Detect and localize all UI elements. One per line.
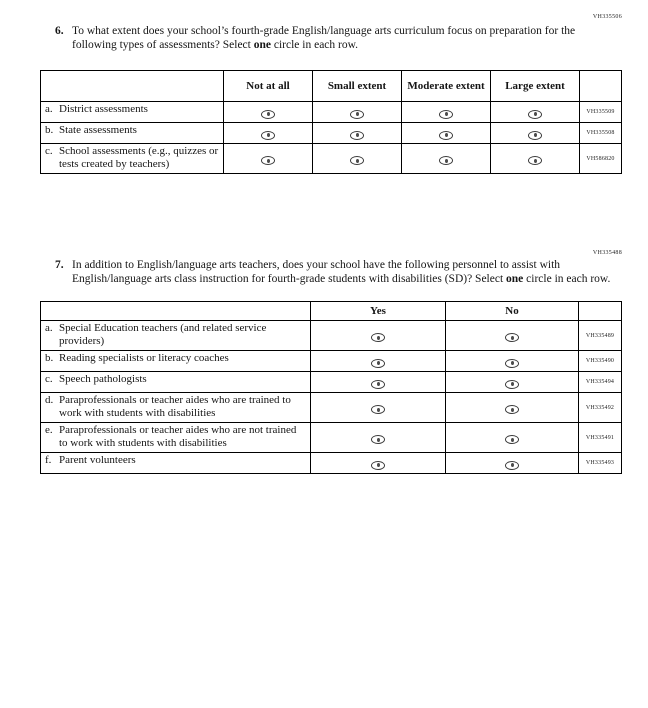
row-label: Paraprofessionals or teacher aides who are not trained to work with students with disabilities bbox=[59, 424, 297, 449]
row-label-cell bbox=[41, 393, 311, 423]
row-letter: a. bbox=[45, 103, 53, 115]
bubble-cell bbox=[311, 423, 446, 453]
bubble-cell bbox=[313, 144, 402, 174]
answer-bubble-yes[interactable] bbox=[371, 461, 385, 470]
row-label-cell bbox=[41, 351, 311, 372]
answer-bubble-no[interactable] bbox=[505, 359, 519, 368]
row-label: District assessments bbox=[59, 103, 148, 115]
table-row bbox=[41, 423, 622, 453]
question-prompt bbox=[72, 25, 621, 52]
row-label: State assessments bbox=[59, 124, 137, 136]
bubble-cell bbox=[446, 351, 579, 372]
answer-bubble-small-extent[interactable] bbox=[350, 156, 364, 165]
bubble-cell bbox=[446, 372, 579, 393]
bubble-cell bbox=[224, 144, 313, 174]
table-row bbox=[41, 123, 622, 144]
table-row bbox=[41, 453, 622, 474]
header-blank bbox=[41, 71, 224, 102]
header-no: No bbox=[446, 302, 579, 321]
answer-bubble-large-extent[interactable] bbox=[528, 110, 542, 119]
answer-bubble-not-at-all[interactable] bbox=[261, 110, 275, 119]
answer-bubble-large-extent[interactable] bbox=[528, 156, 542, 165]
row-code: VH335492 bbox=[579, 393, 622, 423]
table-row bbox=[41, 372, 622, 393]
table-row bbox=[41, 351, 622, 372]
question-7-table bbox=[40, 301, 622, 474]
row-letter: c. bbox=[45, 373, 53, 385]
answer-bubble-yes[interactable] bbox=[371, 333, 385, 342]
row-label-cell bbox=[41, 453, 311, 474]
row-letter: b. bbox=[45, 352, 54, 364]
bubble-cell bbox=[311, 393, 446, 423]
header-code-blank bbox=[579, 302, 622, 321]
table-row bbox=[41, 102, 622, 123]
row-label: Paraprofessionals or teacher aides who are trained to work with students with disabilities bbox=[59, 394, 291, 419]
question-6-text bbox=[55, 25, 621, 52]
answer-bubble-large-extent[interactable] bbox=[528, 131, 542, 140]
question-number: 6. bbox=[55, 25, 64, 37]
answer-bubble-small-extent[interactable] bbox=[350, 110, 364, 119]
header-small-extent: Small extent bbox=[313, 71, 402, 102]
bubble-cell bbox=[311, 372, 446, 393]
prompt-bold-word: one bbox=[253, 38, 271, 51]
answer-bubble-yes[interactable] bbox=[371, 380, 385, 389]
header-moderate-extent: Moderate extent bbox=[402, 71, 491, 102]
row-letter: d. bbox=[45, 394, 54, 406]
q7-header-row bbox=[41, 302, 622, 321]
answer-bubble-moderate-extent[interactable] bbox=[439, 110, 453, 119]
row-label-cell bbox=[41, 423, 311, 453]
bubble-cell bbox=[313, 123, 402, 144]
row-code: VH335509 bbox=[580, 102, 622, 123]
bubble-cell bbox=[446, 423, 579, 453]
bubble-cell bbox=[491, 102, 580, 123]
row-letter: a. bbox=[45, 322, 53, 334]
table-row bbox=[41, 321, 622, 351]
bubble-cell bbox=[402, 123, 491, 144]
row-letter: f. bbox=[45, 454, 52, 466]
question-6-code: VH335506 bbox=[592, 14, 622, 20]
row-code: VH335491 bbox=[579, 423, 622, 453]
row-code: VH335489 bbox=[579, 321, 622, 351]
bubble-cell bbox=[491, 123, 580, 144]
bubble-cell bbox=[311, 351, 446, 372]
question-6 bbox=[40, 25, 621, 174]
table-row bbox=[41, 393, 622, 423]
row-label: Special Education teachers (and related service providers) bbox=[59, 322, 267, 347]
answer-bubble-no[interactable] bbox=[505, 461, 519, 470]
answer-bubble-moderate-extent[interactable] bbox=[439, 156, 453, 165]
question-7 bbox=[40, 259, 621, 474]
answer-bubble-yes[interactable] bbox=[371, 405, 385, 414]
row-label-cell bbox=[41, 102, 224, 123]
prompt-text: circle in each row. bbox=[523, 272, 611, 285]
answer-bubble-moderate-extent[interactable] bbox=[439, 131, 453, 140]
prompt-text: To what extent does your school’s fourth-grade English/language arts curriculum focus on preparation for the following types of assessments? Select bbox=[72, 25, 576, 51]
question-prompt bbox=[72, 259, 621, 286]
answer-bubble-no[interactable] bbox=[505, 380, 519, 389]
header-not-at-all: Not at all bbox=[224, 71, 313, 102]
row-label-cell bbox=[41, 321, 311, 351]
row-label: Parent volunteers bbox=[59, 454, 136, 466]
row-code: VH335493 bbox=[579, 453, 622, 474]
answer-bubble-no[interactable] bbox=[505, 333, 519, 342]
answer-bubble-small-extent[interactable] bbox=[350, 131, 364, 140]
header-code-blank bbox=[580, 71, 622, 102]
question-7-code: VH335488 bbox=[592, 250, 622, 256]
bubble-cell bbox=[224, 123, 313, 144]
prompt-text: In addition to English/language arts teachers, does your school have the following personnel to assist with English/language arts class instruction for fourth-grade students with disabilities (SD)? Select bbox=[72, 259, 561, 285]
bubble-cell bbox=[446, 453, 579, 474]
bubble-cell bbox=[446, 321, 579, 351]
row-code: VH335508 bbox=[580, 123, 622, 144]
answer-bubble-no[interactable] bbox=[505, 405, 519, 414]
row-label: Reading specialists or literacy coaches bbox=[59, 352, 229, 364]
row-code: VH335490 bbox=[579, 351, 622, 372]
question-number: 7. bbox=[55, 259, 64, 271]
q6-header-row bbox=[41, 71, 622, 102]
bubble-cell bbox=[224, 102, 313, 123]
bubble-cell bbox=[446, 393, 579, 423]
prompt-text: circle in each row. bbox=[270, 38, 359, 51]
bubble-cell bbox=[311, 321, 446, 351]
row-code: VH586820 bbox=[580, 144, 622, 174]
answer-bubble-yes[interactable] bbox=[371, 359, 385, 368]
bubble-cell bbox=[402, 102, 491, 123]
row-letter: c. bbox=[45, 145, 53, 157]
bubble-cell bbox=[402, 144, 491, 174]
row-code: VH335494 bbox=[579, 372, 622, 393]
answer-bubble-not-at-all[interactable] bbox=[261, 131, 275, 140]
header-large-extent: Large extent bbox=[491, 71, 580, 102]
bubble-cell bbox=[491, 144, 580, 174]
row-label: Speech pathologists bbox=[59, 373, 147, 385]
header-blank bbox=[41, 302, 311, 321]
bubble-cell bbox=[313, 102, 402, 123]
row-letter: e. bbox=[45, 424, 53, 436]
question-7-text bbox=[55, 259, 621, 286]
row-label-cell bbox=[41, 144, 224, 174]
answer-bubble-yes[interactable] bbox=[371, 435, 385, 444]
answer-bubble-no[interactable] bbox=[505, 435, 519, 444]
table-row bbox=[41, 144, 622, 174]
prompt-bold-word: one bbox=[506, 272, 524, 285]
row-label: School assessments (e.g., quizzes or tests created by teachers) bbox=[59, 145, 219, 170]
bubble-cell bbox=[311, 453, 446, 474]
row-letter: b. bbox=[45, 124, 54, 136]
question-6-table bbox=[40, 70, 622, 174]
row-label-cell bbox=[41, 123, 224, 144]
header-yes: Yes bbox=[311, 302, 446, 321]
row-label-cell bbox=[41, 372, 311, 393]
answer-bubble-not-at-all[interactable] bbox=[261, 156, 275, 165]
